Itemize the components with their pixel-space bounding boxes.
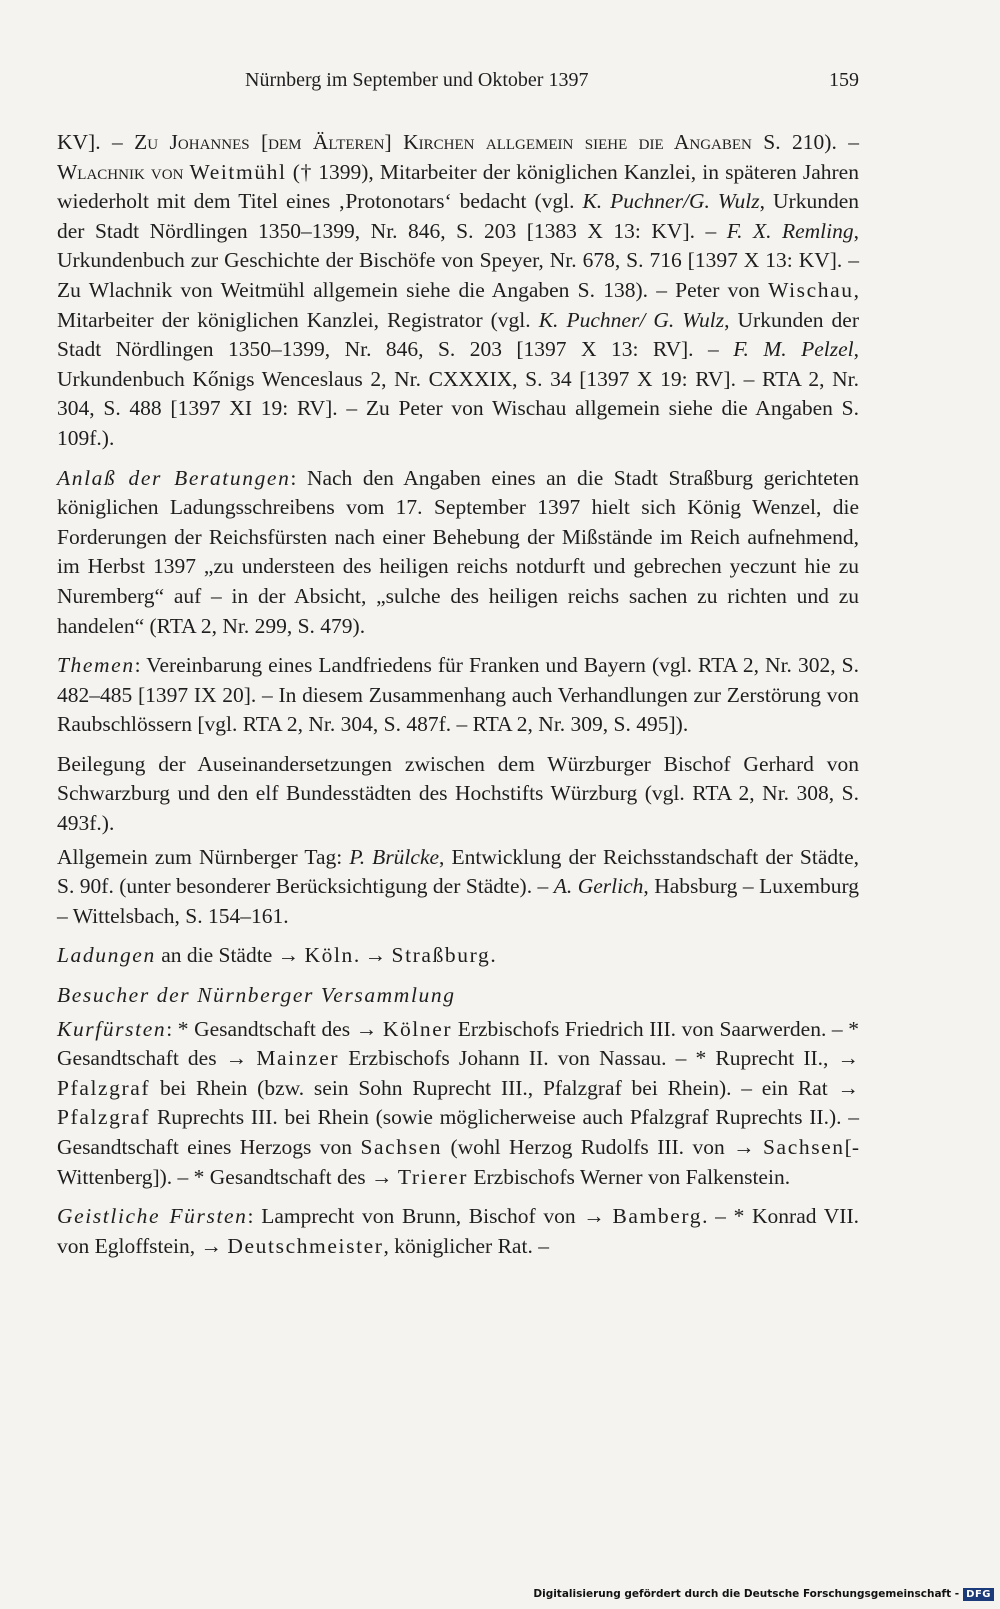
cross-reference: Deutschmeister — [227, 1233, 384, 1258]
cross-reference: Mainzer — [256, 1046, 340, 1071]
text-run: : Lamprecht von Brunn, Bischof von → — [247, 1204, 613, 1229]
text-run: [-Wittenberg]). – * Gesandtschaft des → — [57, 1135, 859, 1189]
dfg-logo: DFG — [963, 1588, 994, 1601]
text-run: (wohl Herzog Rudolfs III. von → — [442, 1135, 763, 1159]
author-name: K. Puchner/G. Wulz — [582, 189, 760, 214]
text-run: , Mitarbeiter der königlichen Kanzlei, Registrator (vgl. — [57, 277, 859, 332]
text-run: Erzbischofs Werner von Falkenstein. — [467, 1164, 791, 1189]
cross-reference: Bamberg — [612, 1204, 703, 1229]
author-name: A. Gerlich — [553, 874, 644, 899]
credit-text: Digitalisierung gefördert durch die Deutsche Forschungsgemeinschaft - — [533, 1588, 960, 1600]
paragraph-anlass — [57, 464, 859, 642]
text-run: Erzbischofs Johann II. von Nassau. – * Ruprecht II., → — [339, 1046, 860, 1071]
author-name: F. X. Remling — [726, 218, 854, 243]
text-run: , Habsburg – Luxemburg – Wittelsbach, S. 154–161. — [57, 874, 859, 928]
text-run: , Urkundenbuch Kőnigs Wenceslaus 2, Nr. CXXXIX, S. 34 [1397 X 19: RV]. – RTA 2, Nr. 304, S. 488 [1397 XI 19: RV]. – Zu Peter von Wischau allgemein siehe die Angaben S. 109f.). — [57, 337, 859, 450]
text-run: , Entwicklung der Reichsstandschaft der Städte, S. 90f. (unter besonderer Berücksichtigung der Städte). – — [57, 844, 860, 899]
text-run: Erzbischofs Friedrich III. von Saarwerden. – * Gesandtschaft des → — [57, 1016, 860, 1071]
spaced-name: Weitmühl — [189, 159, 287, 184]
paragraph-allgemein — [57, 843, 859, 932]
cross-reference: Köln — [304, 943, 354, 968]
section-label: Geistliche Fürsten — [57, 1204, 248, 1229]
cross-reference: Pfalzgraf — [57, 1075, 151, 1100]
author-name: P. Brülcke — [349, 844, 440, 869]
text-run: bei Rhein (bzw. sein Sohn Ruprecht III., Pfalzgraf bei Rhein). – ein Rat → — [150, 1075, 859, 1100]
spaced-name: Wischau — [768, 277, 854, 302]
paragraph-references — [57, 128, 859, 454]
text-run: Ruprechts III. bei Rhein (sowie möglicherweise auch Pfalzgraf Ruprechts II.). – Gesandtschaft eines Herzogs von — [57, 1105, 859, 1159]
text-run: († 1399), Mitarbeiter der königlichen Kanzlei, in späteren Jahren wiederholt mit dem Titel eines ‚Protonotars‘ bedacht (vgl. — [57, 159, 859, 214]
paragraph-ladungen — [57, 941, 859, 971]
text-run: . – * Konrad VII. von Egloffstein, → — [57, 1204, 860, 1258]
spaced-name: Sachsen — [360, 1135, 443, 1159]
section-heading: Besucher der Nürnberger Versammlung — [57, 983, 456, 1008]
text-run: , Urkundenbuch zur Geschichte der Bischöfe von Speyer, Nr. 678, S. 716 [1397 X 13: KV]. – Zu Wlachnik von Weitmühl allgemein siehe die Angaben S. 138). – Peter von — [57, 218, 859, 302]
author-name: F. M. Pelzel — [733, 337, 854, 362]
section-label: Themen — [57, 653, 135, 678]
paragraph-beilegung — [57, 750, 859, 839]
text-run: : * Gesandtschaft des → — [166, 1016, 383, 1041]
text-run: : Nach den Angaben eines an die Stadt Straßburg gerichteten königlichen Ladungsschreibens vom 17. September 1397 hielt sich König Wenzel, die Forderungen der Reichsfürsten nach einer Behebung der Mißstände im Reich aufnehmend, im Herbst 1397 „zu understeen des heiligen reichs notdurft und gebrechen yeczunt hie zu Nuremberg“ auf – in der Absicht, „sulche des heiligen reichs sachen zu richten und zu handelen“ (RTA 2, Nr. 299, S. 479). — [57, 465, 859, 638]
cross-reference: Kölner — [382, 1016, 453, 1041]
body-text — [57, 128, 859, 1271]
text-run: , Urkunden der Stadt Nördlingen 1350–1399, Nr. 846, S. 203 [1383 X 13: KV]. – — [57, 189, 859, 243]
text-run: . → — [353, 943, 392, 968]
cross-reference: Pfalzgraf — [57, 1105, 151, 1130]
text-run: : Vereinbarung eines Landfriedens für Franken und Bayern (vgl. RTA 2, Nr. 302, S. 482–485 [1397 IX 20]. – In diesem Zusammenhang auch Verhandlungen zur Zerstörung von Raubschlössern [vgl. RTA 2, Nr. 304, S. 487f. – RTA 2, Nr. 309, S. 495]). — [57, 653, 859, 737]
author-name: K. Puchner/ G. Wulz — [538, 307, 725, 332]
text-run: an die Städte → — [155, 943, 305, 968]
text-run: , Urkunden der Stadt Nördlingen 1350–1399, Nr. 846, S. 203 [1397 X 13: RV]. – — [57, 307, 860, 362]
text-run: . — [490, 943, 496, 968]
text-run: KV]. – Zu Johannes [dem Älteren] Kirchen allgemein siehe die Angaben S. 210). – Wlachnik von — [57, 130, 859, 184]
text-run: Allgemein zum Nürnberger Tag: — [57, 844, 350, 869]
cross-reference: Sachsen — [763, 1135, 845, 1159]
paragraph-kurfuersten — [57, 1015, 859, 1193]
cross-reference: Straßburg — [391, 943, 491, 968]
paragraph-geistliche-fuersten — [57, 1202, 859, 1261]
page-number: 159 — [829, 69, 859, 91]
section-label: Ladungen — [57, 943, 156, 968]
section-label: Kurfürsten — [57, 1016, 167, 1041]
cross-reference: Trierer — [397, 1164, 468, 1189]
text-run: , königlicher Rat. – — [383, 1233, 549, 1258]
paragraph-themen — [57, 651, 859, 740]
running-title: Nürnberg im September und Oktober 1397 — [245, 69, 589, 91]
digitization-credit — [533, 1585, 994, 1603]
section-heading-besucher — [57, 981, 859, 1011]
section-label: Anlaß der Beratungen — [57, 465, 291, 490]
text-run: Beilegung der Auseinandersetzungen zwischen dem Würzburger Bischof Gerhard von Schwarzburg und den elf Bundesstädten des Hochstifts Würzburg (vgl. RTA 2, Nr. 308, S. 493f.). — [57, 751, 859, 836]
